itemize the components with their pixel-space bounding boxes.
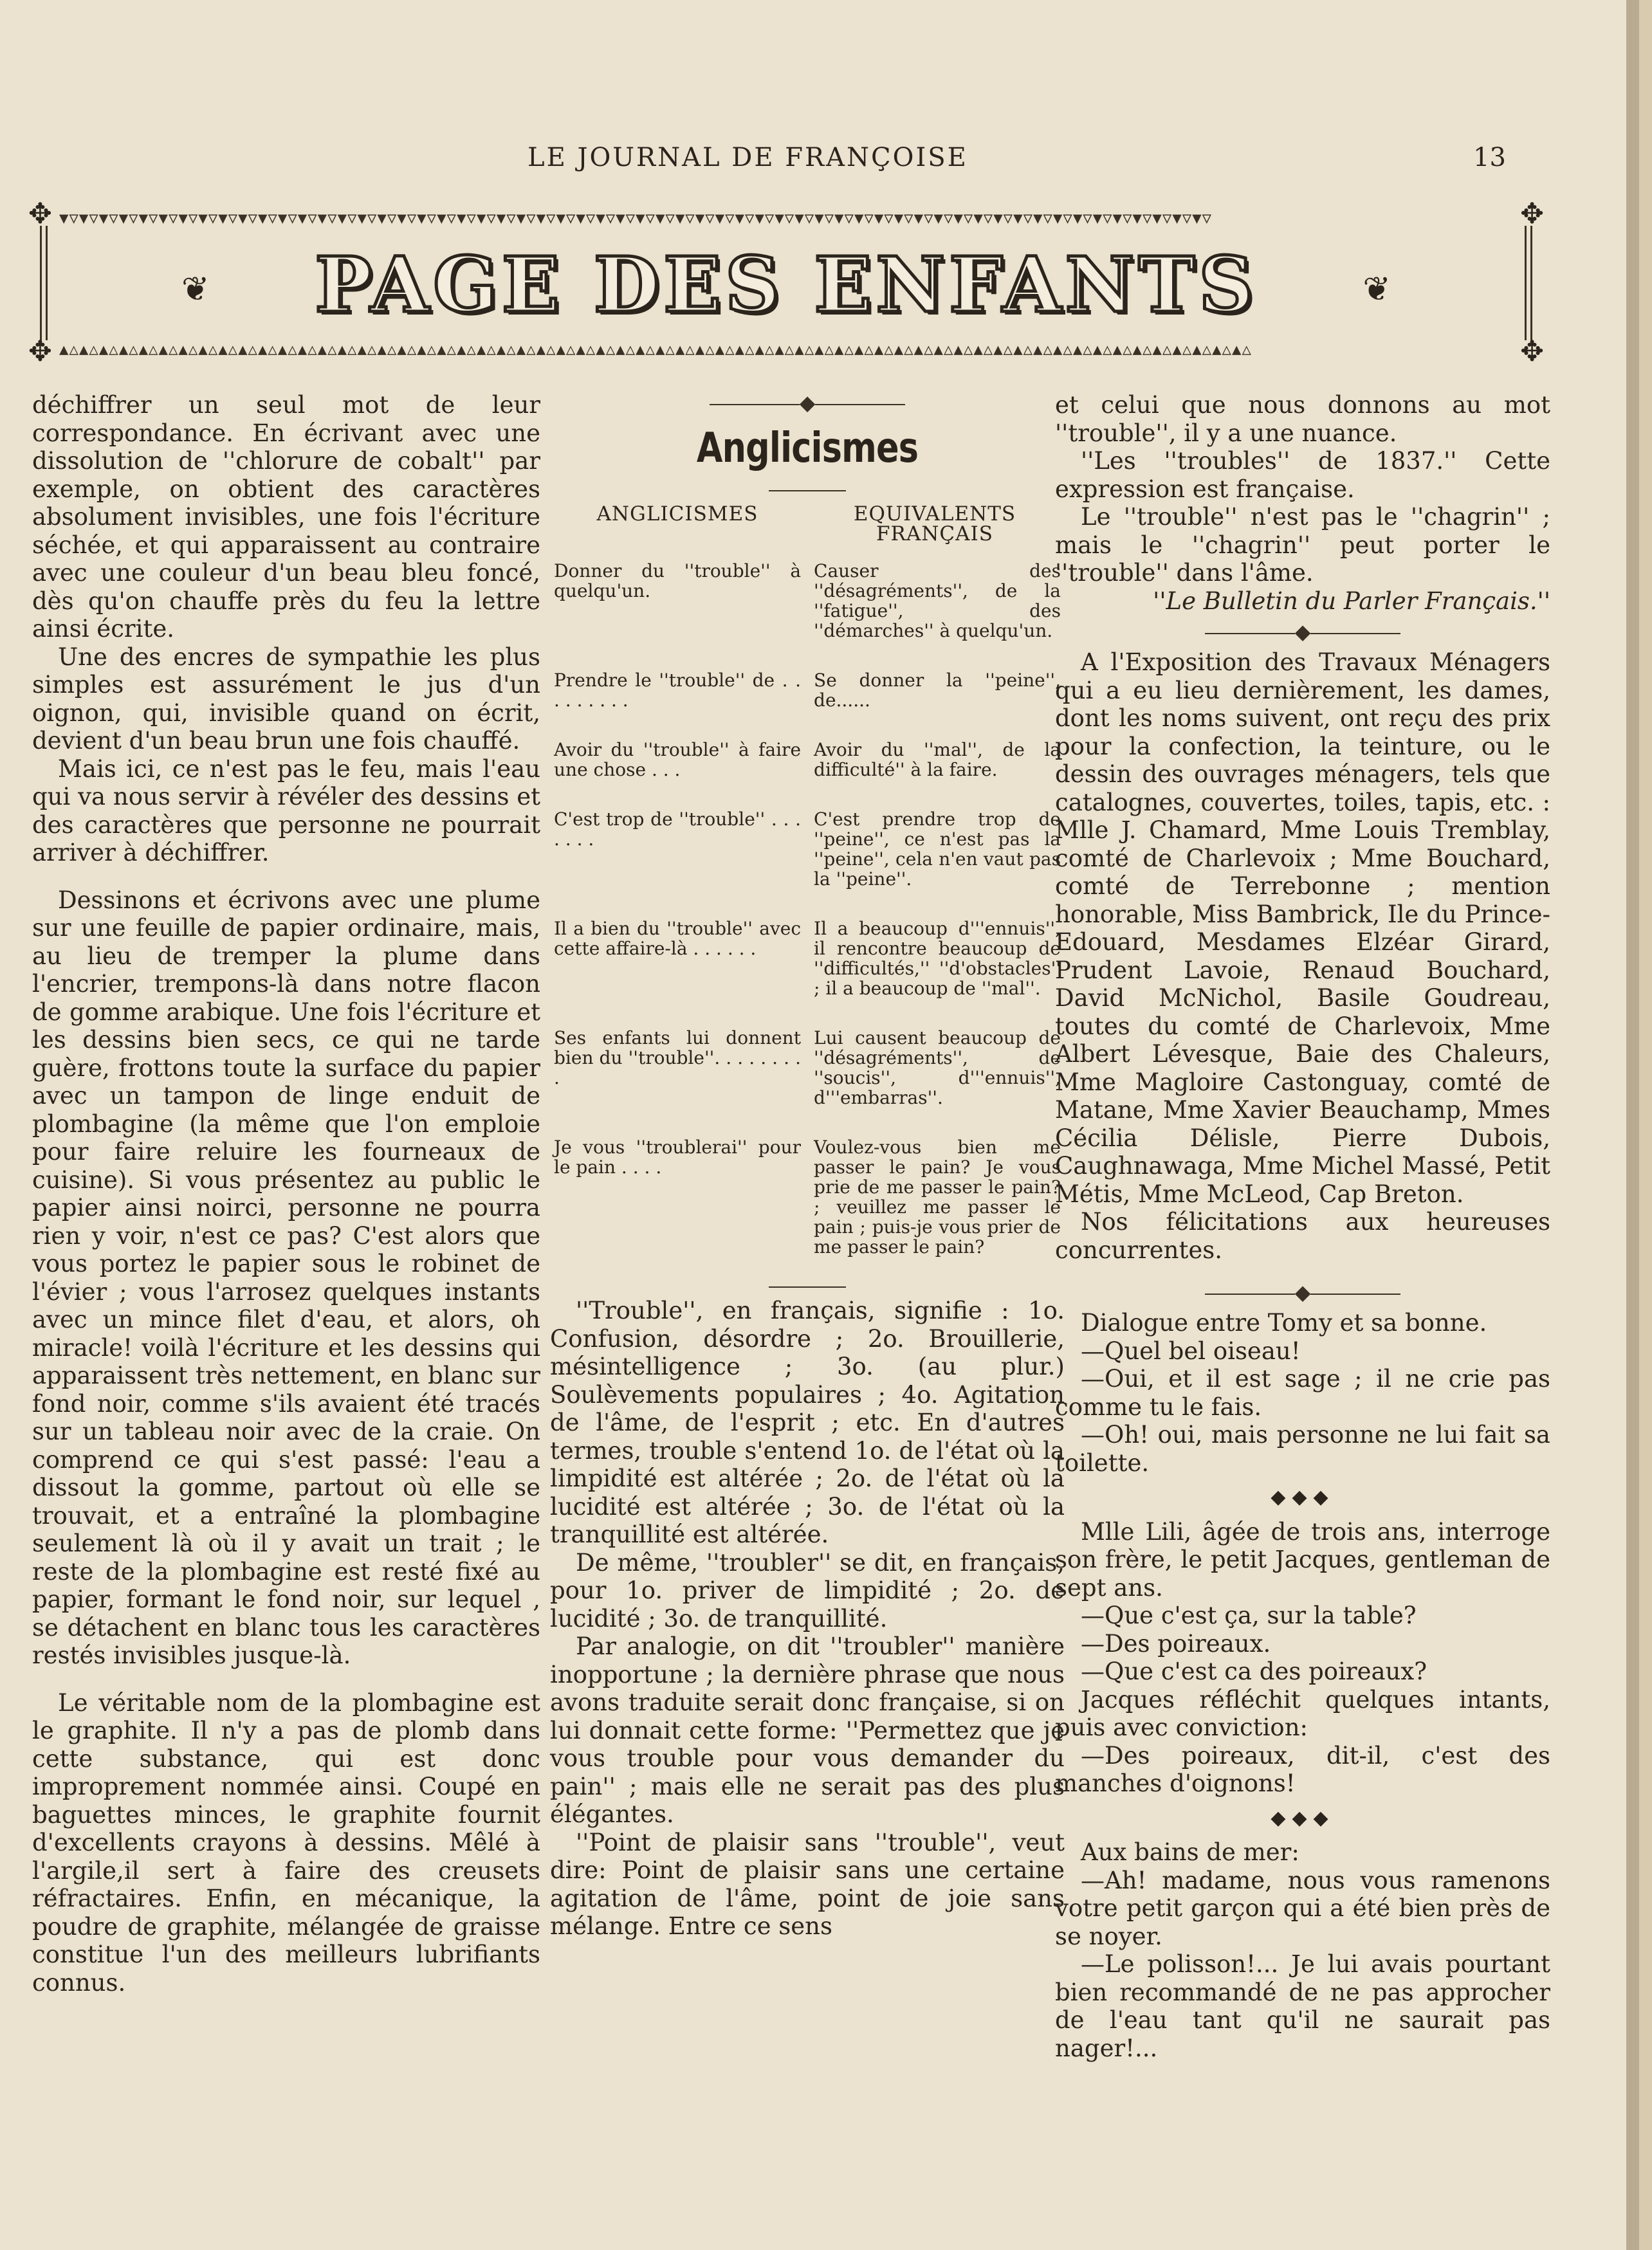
paragraph: —Que c'est ca des poireaux? <box>1081 1658 1427 1685</box>
paragraph: Une des encres de sympathie les plus simples est assurément le jus d'un oignon, qui, invisible quand on écrit, devient d'un beau brun une fois chauffé. <box>32 643 540 755</box>
corner-ornament-icon: ✥ <box>28 197 52 230</box>
article-title: Anglicismes <box>696 425 919 472</box>
paragraph: De même, ''troubler'' se dit, en français, pour 1o. priver de limpidité ; 2o. de lucidité ; 3o. de tranquillité. <box>550 1548 1065 1633</box>
table-row <box>550 670 1065 740</box>
banner-border-top: ▼▽▼▽▼▽▼▽▼▽▼▽▼▽▼▽▼▽▼▽▼▽▼▽▼▽▼▽▼▽▼▽▼▽▼▽▼▽▼▽▼▽▼▽▼▽▼▽▼▽▼▽▼▽▼▽▼▽▼▽▼▽▼▽▼▽▼▽▼▽▼▽▼▽▼▽▼▽▼▽▼▽▼▽▼▽▼▽▼▽▼▽▼▽▼▽▼▽▼▽▼▽▼▽▼▽▼▽▼▽▼▽▼▽▼▽ <box>59 209 1213 226</box>
paragraph: Aux bains de mer: <box>1081 1838 1299 1866</box>
paragraph: —Des poireaux, dit-il, c'est des manches d'oignons! <box>1055 1741 1550 1797</box>
table-cell: Il a beaucoup d'''ennuis'', il rencontre beaucoup de ''difficultés,'' ''d'obstacles'' ; il a beaucoup de ''mal''. <box>814 918 1061 999</box>
paragraph: Nos félicitations aux heureuses concurrentes. <box>1055 1208 1550 1264</box>
table-row <box>550 561 1065 670</box>
paragraph: ''Les ''troubles'' de 1837.'' Cette expression est française. <box>1055 447 1550 503</box>
paragraph: Jacques réfléchit quelques intants, puis avec conviction: <box>1055 1685 1550 1741</box>
table-row <box>550 740 1065 809</box>
anglicisms-table <box>550 504 1065 1286</box>
table-cell: Avoir du ''trouble'' à faire une chose . . . <box>554 739 802 780</box>
page-header <box>0 143 1639 181</box>
table-row <box>550 809 1065 919</box>
separator-stars-icon: ◆◆◆ <box>1271 1486 1335 1508</box>
table-row <box>550 1028 1065 1137</box>
paragraph: —Oh! oui, mais personne ne lui fait sa toilette. <box>1055 1421 1550 1477</box>
column-right <box>1055 391 1550 2062</box>
separator-stars-icon: ◆◆◆ <box>1271 1806 1335 1829</box>
table-cell: Se donner la ''peine'', de...... <box>814 670 1061 711</box>
banner-border-bottom: ▲△▲△▲△▲△▲△▲△▲△▲△▲△▲△▲△▲△▲△▲△▲△▲△▲△▲△▲△▲△▲△▲△▲△▲△▲△▲△▲△▲△▲△▲△▲△▲△▲△▲△▲△▲△▲△▲△▲△▲△▲△▲△▲△▲△▲△▲△▲△▲△▲△▲△▲△▲△▲△▲△▲△▲△▲△▲△▲△▲△ <box>59 340 1252 357</box>
paragraph: —Que c'est ça, sur la table? <box>1081 1602 1417 1629</box>
paragraph: déchiffrer un seul mot de leur correspondance. En écrivant avec une dissolution de ''chlorure de cobalt'' par exemple, on obtient des caractères absolument invisibles, une fois l'écriture séchée, et qui apparaissent au contraire avec une couleur d'un beau bleu foncé, dès qu'on chauffe près du feu la lettre ainsi écrite. <box>32 391 540 643</box>
paragraph: Dessinons et écrivons avec une plume sur une feuille de papier ordinaire, mais, au lieu de tremper la plume dans l'encrier, trempons-là dans notre flacon de gomme arabique. Une fois l'écriture et les dessins bien secs, ce qui ne tarde guère, frottons toute la surface du papier avec un tampon de linge enduit de plombagine (la même que l'on emploie pour faire reluire les fourneaux de cuisine). Si vous présentez au public le papier ainsi noirci, personne ne pourra rien y voir, n'est ce pas? C'est alors que vous portez le papier sous le robinet de l'évier ; vous l'arrosez quelques instants avec un mince filet d'eau, et alors, oh miracle! voilà l'écriture et les dessins qui apparaissent très nettement, en blanc sur fond noir, comme s'ils avaient été tracés sur un tableau noir avec de la craie. On comprend ce qui s'est passé: l'eau a dissout la gomme, partout où elle se trouvait, et a entraîné la plombagine seulement là où il y avait un trait ; le reste de la plombagine est resté fixé au papier, formant le fond noir, sur lequel , se détachent en blanc tous les caractères restés invisibles jusque-là. <box>32 886 540 1669</box>
divider <box>769 1286 846 1288</box>
table-cell: Ses enfants lui donnent bien du ''trouble''. . . . . . . . . <box>554 1027 802 1088</box>
divider-ornament: ◆ <box>1055 1279 1550 1305</box>
table-header: ANGLICISMES <box>596 502 758 526</box>
table-cell: Donner du ''trouble'' à quelqu'un. <box>554 560 802 601</box>
table-row <box>550 1137 1065 1286</box>
table-cell: C'est prendre trop de ''peine'', ce n'est pas la ''peine'', cela n'en vaut pas la ''peine''. <box>814 809 1061 890</box>
column-left <box>32 391 540 1997</box>
corner-ornament-icon: ✥ <box>1520 197 1544 230</box>
fleuron-icon: ❦ <box>181 270 210 309</box>
table-cell: Il a bien du ''trouble'' avec cette affaire-là . . . . . . <box>554 918 802 959</box>
table-row <box>550 919 1065 1028</box>
table-cell: Je vous ''troublerai'' pour le pain . . . . <box>554 1137 802 1178</box>
page-edge <box>1626 0 1639 2250</box>
table-header: EQUIVALENTS FRANÇAIS <box>853 502 1016 545</box>
running-title: LE JOURNAL DE FRANÇOISE <box>528 143 968 172</box>
corner-ornament-icon: ✥ <box>28 335 52 368</box>
paragraph: Mlle Lili, âgée de trois ans, interroge son frère, le petit Jacques, gentleman de sept ans. <box>1055 1517 1550 1602</box>
table-cell: Prendre le ''trouble'' de . . . . . . . . . <box>554 670 802 711</box>
divider-ornament: ◆ <box>1055 619 1550 645</box>
corner-ornament-icon: ✥ <box>1520 335 1544 368</box>
divider-ornament: ◆ <box>550 390 1065 416</box>
paragraph: Le véritable nom de la plombagine est le graphite. Il n'y a pas de plomb dans cette substance, qui est donc improprement nommée ainsi. Coupé en baguettes minces, le graphite fournit d'excellents crayons à dessins. Mêlé à l'argile,il sert à faire des creusets réfractaires. Enfin, en mécanique, la poudre de graphite, mélangée de graisse constitue l'un des meilleurs lubrifiants connus. <box>32 1688 540 1997</box>
page-number: 13 <box>1473 143 1506 172</box>
table-cell: Lui causent beaucoup de ''désagréments'', de ''soucis'', d'''ennuis'', d'''embarras''. <box>814 1027 1061 1108</box>
banner-title: PAGE DES ENFANTS <box>315 240 1258 329</box>
paragraph: —Quel bel oiseau! <box>1081 1337 1301 1365</box>
table-cell: C'est trop de ''trouble'' . . . . . . . <box>554 809 802 850</box>
paragraph: —Le polisson!... Je lui avais pourtant bien recommandé de ne pas approcher de l'eau tant qu'il ne saurait pas nager!... <box>1055 1950 1550 2062</box>
paragraph: ''Point de plaisir sans ''trouble'', veut dire: Point de plaisir sans une certaine agitation de l'âme, point de joie sans mélange. Entre ce sens <box>550 1828 1065 1940</box>
table-cell: Avoir du ''mal'', de la difficulté'' à la faire. <box>814 739 1061 780</box>
paragraph: et celui que nous donnons au mot ''trouble'', il y a une nuance. <box>1055 391 1550 447</box>
paragraph: —Oui, et il est sage ; il ne crie pas comme tu le fais. <box>1055 1365 1550 1421</box>
paragraph: —Des poireaux. <box>1081 1629 1271 1658</box>
source-credit: ''Le Bulletin du Parler Français.'' <box>1153 587 1550 615</box>
column-middle <box>550 386 1065 1941</box>
table-cell: Causer des ''désagréments'', de la ''fatigue'', des ''démarches'' à quelqu'un. <box>814 560 1061 641</box>
paragraph: Mais ici, ce n'est pas le feu, mais l'eau qui va nous servir à révéler des dessins et des caractères que personne ne pourrait arriver à déchiffrer. <box>32 755 540 866</box>
paragraph: Par analogie, on dit ''troubler'' manière inopportune ; la dernière phrase que nous avons traduite serait donc française, si on lui donnait cette forme: ''Permettez que je vous trouble pour vous demander du pain'' ; mais elle ne serait pas des plus élégantes. <box>550 1633 1065 1828</box>
divider <box>769 490 846 491</box>
paragraph: Le ''trouble'' n'est pas le ''chagrin'' ; mais le ''chagrin'' peut porter le ''trouble'' dans l'âme. <box>1055 503 1550 587</box>
fleuron-icon: ❦ <box>1363 270 1391 309</box>
paragraph: ''Trouble'', en français, signifie : 1o. Confusion, désordre ; 2o. Brouillerie, mésintelligence ; 3o. (au plur.) Soulèvements populaires ; 4o. Agitation de l'âme, de l'esprit ; etc. En d'autres termes, trouble s'entend 1o. de l'état où la limpidité est altérée ; 2o. de l'état où la lucidité est altérée ; 3o. de l'état où la tranquillité est altérée. <box>550 1297 1065 1548</box>
paragraph: —Ah! madame, nous vous ramenons votre petit garçon qui a été bien près de se noyer. <box>1055 1866 1550 1950</box>
paragraph: Dialogue entre Tomy et sa bonne. <box>1081 1309 1487 1337</box>
section-banner <box>28 197 1544 368</box>
table-cell: Voulez-vous bien me passer le pain? Je vous prie de me passer le pain? ; veuillez me passer le pain ; puis-je vous prier de me passer le pain? <box>814 1137 1061 1258</box>
paragraph: A l'Exposition des Travaux Ménagers qui a eu lieu dernièrement, les dames, dont les noms suivent, ont reçu des prix pour la confection, la teinture, ou le dessin des ouvrages ménagers, tels que catalognes, couvertes, toiles, tapis, etc. : Mlle J. Chamard, Mme Louis Tremblay, comté de Charlevoix ; Mme Bouchard, comté de Terrebonne ; mention honorable, Miss Bambrick, Ile du Prince-Edouard, Mesdames Elzéar Girard, Prudent Lavoie, Renaud Bouchard, David McNichol, Basile Goudreau, toutes du comté de Charlevoix, Mme Albert Lévesque, Baie des Chaleurs, Mme Magloire Castonguay, comté de Matane, Mme Xavier Beauchamp, Mmes Cécilia Délisle, Pierre Dubois, Caughnawaga, Mme Michel Massé, Petit Métis, Mme McLeod, Cap Breton. <box>1055 648 1550 1208</box>
